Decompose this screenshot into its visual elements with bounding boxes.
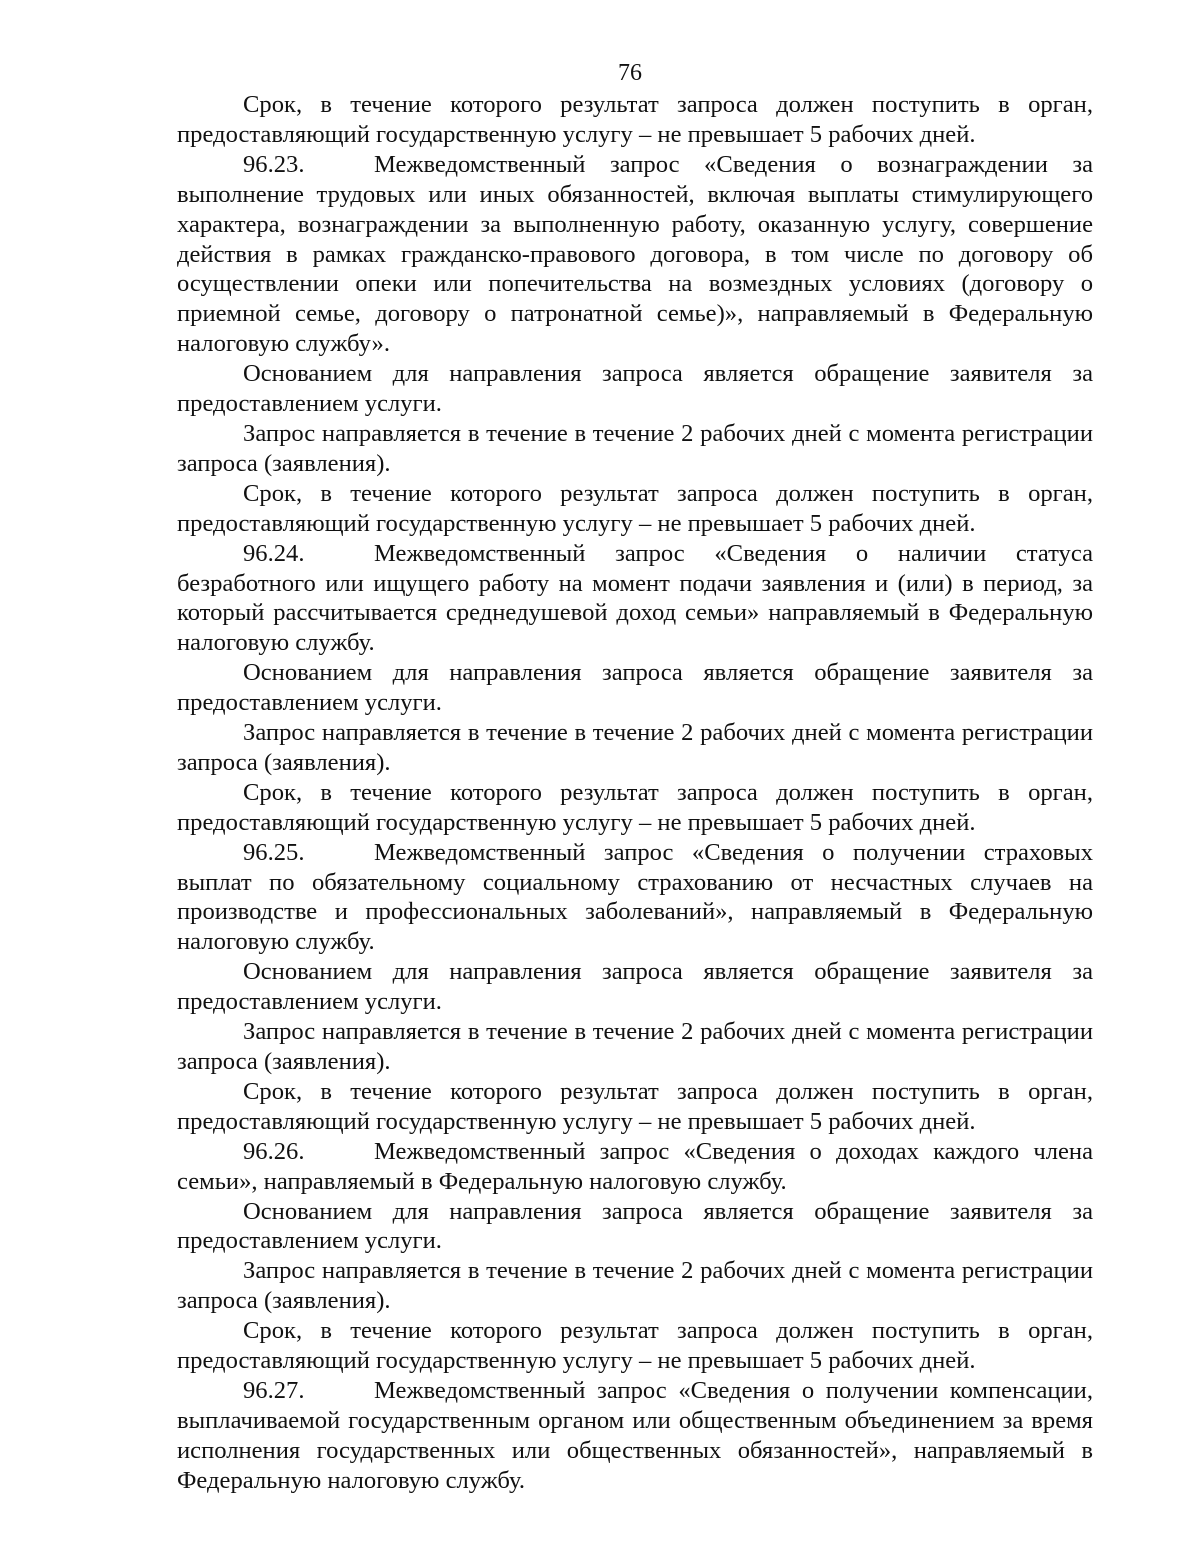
paragraph-text: Запрос направляется в течение в течение 2 рабочих дней с момента регистрации запроса (заявления). (177, 1018, 1093, 1075)
paragraph (177, 359, 1093, 419)
page-number: 76 (618, 60, 642, 86)
paragraph (177, 419, 1093, 479)
paragraph-text: Межведомственный запрос «Сведения о получении компенсации, выплачиваемой государственным органом или общественным объединением за время исполнения государственных или общественных обязанностей», направляемый в Федеральную налоговую службу. (177, 1376, 1093, 1494)
paragraph (177, 539, 1093, 659)
paragraph (177, 1077, 1093, 1137)
paragraph-text: Срок, в течение которого результат запроса должен поступить в орган, предоставляющий государственную услугу – не превышает 5 рабочих дней. (177, 479, 1093, 537)
paragraph-text: Основанием для направления запроса является обращение заявителя за предоставлением услуги. (177, 958, 1093, 1016)
paragraph (177, 957, 1093, 1017)
paragraph (177, 658, 1093, 718)
section-number: 96.23. (243, 150, 305, 178)
paragraph (177, 778, 1093, 838)
paragraph-text: Межведомственный запрос «Сведения о наличии статуса безработного или ищущего работу на момент подачи заявления и (или) в период, за который рассчитывается среднедушевой доход семьи» направляемый в Федеральную налоговую службу. (177, 539, 1093, 657)
paragraph (177, 1376, 1093, 1496)
document-body (177, 90, 1093, 1496)
paragraph (177, 1137, 1093, 1197)
paragraph-text: Основанием для направления запроса является обращение заявителя за предоставлением услуги. (177, 1197, 1093, 1255)
paragraph-text: Межведомственный запрос «Сведения о получении страховых выплат по обязательному социальному страхованию от несчастных случаев на производстве и профессиональных заболеваний», направляемый в Федеральную налоговую службу. (177, 838, 1093, 956)
paragraph (177, 1316, 1093, 1376)
paragraph-text: Запрос направляется в течение в течение 2 рабочих дней с момента регистрации запроса (заявления). (177, 419, 1093, 477)
section-number: 96.27. (243, 1376, 305, 1404)
paragraph (177, 150, 1093, 359)
section-number: 96.24. (243, 539, 305, 567)
paragraph (177, 1197, 1093, 1257)
paragraph-text: Срок, в течение которого результат запроса должен поступить в орган, предоставляющий государственную услугу – не превышает 5 рабочих дней. (177, 778, 1093, 836)
paragraph-text: Срок, в течение которого результат запроса должен поступить в орган, предоставляющий государственную услугу – не превышает 5 рабочих дней. (177, 91, 1093, 148)
paragraph (177, 1017, 1093, 1077)
paragraph-text: Запрос направляется в течение в течение 2 рабочих дней с момента регистрации запроса (заявления). (177, 719, 1093, 776)
paragraph-text: Срок, в течение которого результат запроса должен поступить в орган, предоставляющий государственную услугу – не превышает 5 рабочих дней. (177, 1317, 1093, 1375)
section-number: 96.25. (243, 838, 305, 866)
paragraph-text: Межведомственный запрос «Сведения о доходах каждого члена семьи», направляемый в Федеральную налоговую службу. (177, 1137, 1093, 1195)
paragraph-text: Основанием для направления запроса является обращение заявителя за предоставлением услуги. (177, 659, 1093, 717)
paragraph (177, 838, 1093, 958)
section-number: 96.26. (243, 1137, 305, 1165)
paragraph (177, 718, 1093, 778)
paragraph-text: Основанием для направления запроса является обращение заявителя за предоставлением услуги. (177, 360, 1093, 418)
paragraph (177, 479, 1093, 539)
paragraph (177, 1256, 1093, 1316)
paragraph (177, 90, 1093, 150)
paragraph-text: Межведомственный запрос «Сведения о вознаграждении за выполнение трудовых или иных обязанностей, включая выплаты стимулирующего характера, вознаграждении за выполненную работу, оказанную услугу, совершение действия в рамках гражданско-правового договора, в том числе по договору об осуществлении опеки или попечительства на возмездных условиях (договору о приемной семье, договору о патронатной семье)», направляемый в Федеральную налоговую службу». (177, 150, 1093, 358)
paragraph-text: Срок, в течение которого результат запроса должен поступить в орган, предоставляющий государственную услугу – не превышает 5 рабочих дней. (177, 1077, 1093, 1135)
paragraph-text: Запрос направляется в течение в течение 2 рабочих дней с момента регистрации запроса (заявления). (177, 1257, 1093, 1315)
